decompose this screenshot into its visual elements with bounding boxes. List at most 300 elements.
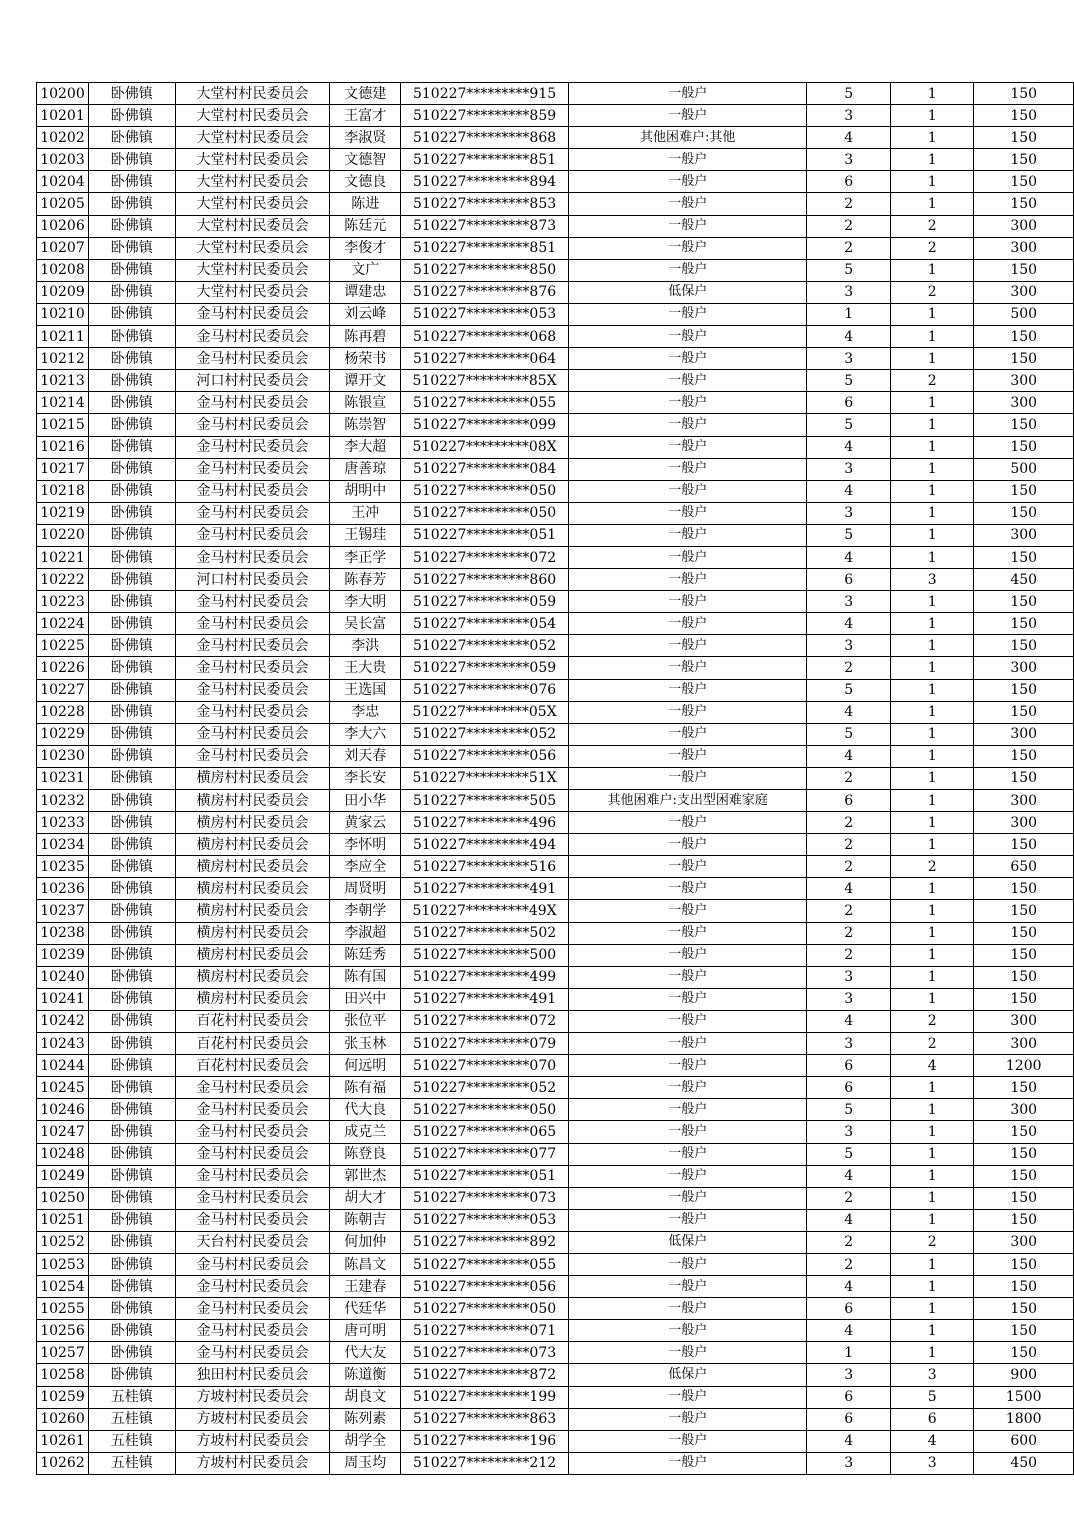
id-number-cell: 510227*********051	[401, 1165, 569, 1187]
household-size-cell: 3	[807, 1452, 890, 1474]
household-size-cell: 3	[807, 1364, 890, 1386]
household-size-cell: 4	[807, 1165, 890, 1187]
table-row	[37, 127, 1074, 149]
table-row	[37, 1276, 1074, 1298]
category-cell: 一般户	[568, 944, 806, 966]
category-cell: 一般户	[568, 259, 806, 281]
count-cell: 1	[890, 613, 973, 635]
village-cell: 大堂村村民委员会	[175, 259, 330, 281]
town-cell: 卧佛镇	[88, 149, 175, 171]
serial-cell: 10255	[37, 1298, 89, 1320]
household-size-cell: 4	[807, 1010, 890, 1032]
name-cell: 王选国	[330, 679, 401, 701]
category-cell: 一般户	[568, 856, 806, 878]
serial-cell: 10223	[37, 591, 89, 613]
household-size-cell: 3	[807, 1121, 890, 1143]
amount-cell: 150	[974, 988, 1074, 1010]
household-size-cell: 3	[807, 988, 890, 1010]
category-cell: 一般户	[568, 436, 806, 458]
id-number-cell: 510227*********068	[401, 326, 569, 348]
amount-cell: 300	[974, 237, 1074, 259]
count-cell: 1	[890, 149, 973, 171]
id-number-cell: 510227*********850	[401, 259, 569, 281]
id-number-cell: 510227*********050	[401, 502, 569, 524]
town-cell: 卧佛镇	[88, 745, 175, 767]
town-cell: 卧佛镇	[88, 127, 175, 149]
id-number-cell: 510227*********872	[401, 1364, 569, 1386]
serial-cell: 10233	[37, 812, 89, 834]
serial-cell: 10204	[37, 171, 89, 193]
table-row	[37, 745, 1074, 767]
serial-cell: 10236	[37, 878, 89, 900]
name-cell: 李俊才	[330, 237, 401, 259]
table-row	[37, 326, 1074, 348]
category-cell: 一般户	[568, 922, 806, 944]
household-size-cell: 2	[807, 834, 890, 856]
table-body	[37, 83, 1074, 1475]
village-cell: 横房村村民委员会	[175, 900, 330, 922]
town-cell: 卧佛镇	[88, 326, 175, 348]
id-number-cell: 510227*********053	[401, 303, 569, 325]
id-number-cell: 510227*********196	[401, 1430, 569, 1452]
serial-cell: 10217	[37, 458, 89, 480]
category-cell: 一般户	[568, 1452, 806, 1474]
village-cell: 金马村村民委员会	[175, 745, 330, 767]
village-cell: 大堂村村民委员会	[175, 127, 330, 149]
serial-cell: 10240	[37, 966, 89, 988]
serial-cell: 10254	[37, 1276, 89, 1298]
village-cell: 河口村村民委员会	[175, 370, 330, 392]
town-cell: 卧佛镇	[88, 1231, 175, 1253]
town-cell: 卧佛镇	[88, 657, 175, 679]
count-cell: 1	[890, 1276, 973, 1298]
category-cell: 一般户	[568, 988, 806, 1010]
count-cell: 2	[890, 237, 973, 259]
count-cell: 4	[890, 1055, 973, 1077]
count-cell: 1	[890, 502, 973, 524]
table-row	[37, 988, 1074, 1010]
count-cell: 1	[890, 259, 973, 281]
serial-cell: 10200	[37, 83, 89, 105]
id-number-cell: 510227*********851	[401, 237, 569, 259]
name-cell: 代大良	[330, 1099, 401, 1121]
count-cell: 1	[890, 745, 973, 767]
count-cell: 1	[890, 458, 973, 480]
table-row	[37, 259, 1074, 281]
town-cell: 五桂镇	[88, 1452, 175, 1474]
category-cell: 一般户	[568, 480, 806, 502]
village-cell: 金马村村民委员会	[175, 458, 330, 480]
category-cell: 一般户	[568, 1253, 806, 1275]
category-cell: 一般户	[568, 193, 806, 215]
category-cell: 一般户	[568, 1143, 806, 1165]
serial-cell: 10220	[37, 524, 89, 546]
count-cell: 1	[890, 303, 973, 325]
name-cell: 陈道衡	[330, 1364, 401, 1386]
amount-cell: 150	[974, 900, 1074, 922]
town-cell: 卧佛镇	[88, 1055, 175, 1077]
amount-cell: 150	[974, 414, 1074, 436]
name-cell: 文德建	[330, 83, 401, 105]
id-number-cell: 510227*********073	[401, 1342, 569, 1364]
category-cell: 一般户	[568, 171, 806, 193]
household-size-cell: 2	[807, 812, 890, 834]
id-number-cell: 510227*********494	[401, 834, 569, 856]
category-cell: 其他困难户:其他	[568, 127, 806, 149]
table-row	[37, 83, 1074, 105]
amount-cell: 150	[974, 635, 1074, 657]
category-cell: 一般户	[568, 1298, 806, 1320]
id-number-cell: 510227*********85X	[401, 370, 569, 392]
name-cell: 陈廷元	[330, 215, 401, 237]
name-cell: 胡学全	[330, 1430, 401, 1452]
table-row	[37, 944, 1074, 966]
town-cell: 卧佛镇	[88, 790, 175, 812]
count-cell: 1	[890, 1320, 973, 1342]
count-cell: 1	[890, 1143, 973, 1165]
name-cell: 陈昌文	[330, 1253, 401, 1275]
amount-cell: 150	[974, 1342, 1074, 1364]
count-cell: 1	[890, 679, 973, 701]
category-cell: 一般户	[568, 392, 806, 414]
category-cell: 一般户	[568, 1099, 806, 1121]
id-number-cell: 510227*********050	[401, 1099, 569, 1121]
household-table	[36, 82, 1074, 1475]
table-row	[37, 613, 1074, 635]
count-cell: 1	[890, 436, 973, 458]
id-number-cell: 510227*********212	[401, 1452, 569, 1474]
table-row	[37, 834, 1074, 856]
count-cell: 1	[890, 944, 973, 966]
village-cell: 百花村村民委员会	[175, 1010, 330, 1032]
serial-cell: 10245	[37, 1077, 89, 1099]
category-cell: 一般户	[568, 83, 806, 105]
town-cell: 卧佛镇	[88, 1276, 175, 1298]
table-row	[37, 1143, 1074, 1165]
name-cell: 李朝学	[330, 900, 401, 922]
table-row	[37, 1099, 1074, 1121]
category-cell: 其他困难户:支出型困难家庭	[568, 790, 806, 812]
amount-cell: 300	[974, 524, 1074, 546]
name-cell: 唐善琼	[330, 458, 401, 480]
count-cell: 1	[890, 414, 973, 436]
count-cell: 1	[890, 193, 973, 215]
count-cell: 1	[890, 326, 973, 348]
amount-cell: 150	[974, 1298, 1074, 1320]
name-cell: 谭建忠	[330, 281, 401, 303]
table-row	[37, 1209, 1074, 1231]
household-size-cell: 5	[807, 679, 890, 701]
table-row	[37, 812, 1074, 834]
id-number-cell: 510227*********077	[401, 1143, 569, 1165]
table-row	[37, 657, 1074, 679]
count-cell: 1	[890, 1077, 973, 1099]
table-row	[37, 1386, 1074, 1408]
town-cell: 五桂镇	[88, 1408, 175, 1430]
village-cell: 金马村村民委员会	[175, 546, 330, 568]
table-row	[37, 105, 1074, 127]
village-cell: 横房村村民委员会	[175, 767, 330, 789]
town-cell: 卧佛镇	[88, 1010, 175, 1032]
category-cell: 一般户	[568, 348, 806, 370]
serial-cell: 10237	[37, 900, 89, 922]
serial-cell: 10228	[37, 701, 89, 723]
village-cell: 金马村村民委员会	[175, 723, 330, 745]
household-size-cell: 3	[807, 502, 890, 524]
count-cell: 1	[890, 1253, 973, 1275]
amount-cell: 150	[974, 1253, 1074, 1275]
household-size-cell: 5	[807, 83, 890, 105]
amount-cell: 150	[974, 502, 1074, 524]
category-cell: 一般户	[568, 569, 806, 591]
town-cell: 卧佛镇	[88, 1143, 175, 1165]
category-cell: 一般户	[568, 1033, 806, 1055]
town-cell: 卧佛镇	[88, 1342, 175, 1364]
village-cell: 金马村村民委员会	[175, 1298, 330, 1320]
table-row	[37, 635, 1074, 657]
amount-cell: 650	[974, 856, 1074, 878]
id-number-cell: 510227*********070	[401, 1055, 569, 1077]
name-cell: 文德智	[330, 149, 401, 171]
category-cell: 一般户	[568, 1010, 806, 1032]
name-cell: 李忠	[330, 701, 401, 723]
id-number-cell: 510227*********059	[401, 591, 569, 613]
amount-cell: 150	[974, 1121, 1074, 1143]
id-number-cell: 510227*********894	[401, 171, 569, 193]
id-number-cell: 510227*********505	[401, 790, 569, 812]
village-cell: 金马村村民委员会	[175, 1143, 330, 1165]
town-cell: 卧佛镇	[88, 546, 175, 568]
count-cell: 1	[890, 480, 973, 502]
serial-cell: 10205	[37, 193, 89, 215]
table-row	[37, 524, 1074, 546]
town-cell: 卧佛镇	[88, 237, 175, 259]
town-cell: 卧佛镇	[88, 193, 175, 215]
village-cell: 金马村村民委员会	[175, 1121, 330, 1143]
household-size-cell: 4	[807, 1209, 890, 1231]
table-row	[37, 237, 1074, 259]
table-row	[37, 149, 1074, 171]
town-cell: 卧佛镇	[88, 613, 175, 635]
id-number-cell: 510227*********059	[401, 657, 569, 679]
name-cell: 成克兰	[330, 1121, 401, 1143]
table-row	[37, 1253, 1074, 1275]
town-cell: 卧佛镇	[88, 701, 175, 723]
count-cell: 1	[890, 657, 973, 679]
household-size-cell: 6	[807, 790, 890, 812]
id-number-cell: 510227*********199	[401, 1386, 569, 1408]
table-row	[37, 966, 1074, 988]
amount-cell: 150	[974, 1077, 1074, 1099]
id-number-cell: 510227*********076	[401, 679, 569, 701]
amount-cell: 300	[974, 812, 1074, 834]
id-number-cell: 510227*********860	[401, 569, 569, 591]
table-row	[37, 701, 1074, 723]
id-number-cell: 510227*********876	[401, 281, 569, 303]
serial-cell: 10239	[37, 944, 89, 966]
household-size-cell: 2	[807, 215, 890, 237]
town-cell: 卧佛镇	[88, 281, 175, 303]
serial-cell: 10202	[37, 127, 89, 149]
table-row	[37, 348, 1074, 370]
id-number-cell: 510227*********055	[401, 1253, 569, 1275]
town-cell: 卧佛镇	[88, 635, 175, 657]
town-cell: 卧佛镇	[88, 1099, 175, 1121]
table-row	[37, 922, 1074, 944]
id-number-cell: 510227*********892	[401, 1231, 569, 1253]
id-number-cell: 510227*********072	[401, 546, 569, 568]
name-cell: 陈有福	[330, 1077, 401, 1099]
village-cell: 金马村村民委员会	[175, 591, 330, 613]
table-row	[37, 502, 1074, 524]
village-cell: 横房村村民委员会	[175, 812, 330, 834]
serial-cell: 10215	[37, 414, 89, 436]
count-cell: 4	[890, 1430, 973, 1452]
amount-cell: 500	[974, 303, 1074, 325]
household-size-cell: 4	[807, 480, 890, 502]
name-cell: 吴长富	[330, 613, 401, 635]
amount-cell: 150	[974, 613, 1074, 635]
serial-cell: 10203	[37, 149, 89, 171]
amount-cell: 150	[974, 1276, 1074, 1298]
count-cell: 1	[890, 524, 973, 546]
amount-cell: 450	[974, 1452, 1074, 1474]
count-cell: 3	[890, 1452, 973, 1474]
town-cell: 卧佛镇	[88, 1253, 175, 1275]
table-row	[37, 569, 1074, 591]
category-cell: 一般户	[568, 524, 806, 546]
village-cell: 金马村村民委员会	[175, 414, 330, 436]
name-cell: 李怀明	[330, 834, 401, 856]
amount-cell: 150	[974, 922, 1074, 944]
village-cell: 金马村村民委员会	[175, 1342, 330, 1364]
amount-cell: 150	[974, 701, 1074, 723]
serial-cell: 10222	[37, 569, 89, 591]
name-cell: 陈有国	[330, 966, 401, 988]
table-row	[37, 370, 1074, 392]
name-cell: 唐可明	[330, 1320, 401, 1342]
name-cell: 陈列素	[330, 1408, 401, 1430]
table-row	[37, 480, 1074, 502]
amount-cell: 150	[974, 1187, 1074, 1209]
town-cell: 卧佛镇	[88, 436, 175, 458]
village-cell: 金马村村民委员会	[175, 1187, 330, 1209]
village-cell: 金马村村民委员会	[175, 326, 330, 348]
serial-cell: 10252	[37, 1231, 89, 1253]
household-size-cell: 6	[807, 171, 890, 193]
category-cell: 一般户	[568, 326, 806, 348]
amount-cell: 150	[974, 834, 1074, 856]
household-size-cell: 6	[807, 1077, 890, 1099]
household-size-cell: 6	[807, 1408, 890, 1430]
village-cell: 独田村村民委员会	[175, 1364, 330, 1386]
table-row	[37, 1298, 1074, 1320]
serial-cell: 10226	[37, 657, 89, 679]
amount-cell: 150	[974, 1165, 1074, 1187]
amount-cell: 300	[974, 723, 1074, 745]
amount-cell: 300	[974, 1033, 1074, 1055]
count-cell: 1	[890, 127, 973, 149]
village-cell: 横房村村民委员会	[175, 944, 330, 966]
id-number-cell: 510227*********851	[401, 149, 569, 171]
amount-cell: 300	[974, 657, 1074, 679]
serial-cell: 10260	[37, 1408, 89, 1430]
town-cell: 卧佛镇	[88, 812, 175, 834]
name-cell: 王建春	[330, 1276, 401, 1298]
household-size-cell: 3	[807, 281, 890, 303]
town-cell: 卧佛镇	[88, 105, 175, 127]
table-row	[37, 193, 1074, 215]
category-cell: 一般户	[568, 812, 806, 834]
village-cell: 金马村村民委员会	[175, 1165, 330, 1187]
name-cell: 李淑贤	[330, 127, 401, 149]
count-cell: 1	[890, 546, 973, 568]
village-cell: 金马村村民委员会	[175, 701, 330, 723]
village-cell: 大堂村村民委员会	[175, 215, 330, 237]
village-cell: 大堂村村民委员会	[175, 237, 330, 259]
amount-cell: 300	[974, 1010, 1074, 1032]
name-cell: 杨荣书	[330, 348, 401, 370]
name-cell: 文广	[330, 259, 401, 281]
table-row	[37, 1342, 1074, 1364]
town-cell: 卧佛镇	[88, 988, 175, 1010]
serial-cell: 10201	[37, 105, 89, 127]
household-size-cell: 4	[807, 1276, 890, 1298]
amount-cell: 150	[974, 878, 1074, 900]
amount-cell: 300	[974, 370, 1074, 392]
name-cell: 何加仲	[330, 1231, 401, 1253]
serial-cell: 10261	[37, 1430, 89, 1452]
name-cell: 胡大才	[330, 1187, 401, 1209]
name-cell: 田兴中	[330, 988, 401, 1010]
count-cell: 1	[890, 767, 973, 789]
table-row	[37, 1033, 1074, 1055]
town-cell: 卧佛镇	[88, 392, 175, 414]
count-cell: 2	[890, 856, 973, 878]
name-cell: 陈进	[330, 193, 401, 215]
name-cell: 代大友	[330, 1342, 401, 1364]
table-row	[37, 679, 1074, 701]
category-cell: 一般户	[568, 966, 806, 988]
village-cell: 金马村村民委员会	[175, 524, 330, 546]
table-row	[37, 546, 1074, 568]
table-row	[37, 1320, 1074, 1342]
serial-cell: 10213	[37, 370, 89, 392]
category-cell: 一般户	[568, 1187, 806, 1209]
household-size-cell: 2	[807, 900, 890, 922]
count-cell: 2	[890, 1033, 973, 1055]
table-row	[37, 392, 1074, 414]
household-size-cell: 4	[807, 1320, 890, 1342]
category-cell: 一般户	[568, 370, 806, 392]
count-cell: 5	[890, 1386, 973, 1408]
household-size-cell: 3	[807, 105, 890, 127]
amount-cell: 150	[974, 193, 1074, 215]
id-number-cell: 510227*********873	[401, 215, 569, 237]
serial-cell: 10230	[37, 745, 89, 767]
count-cell: 2	[890, 370, 973, 392]
category-cell: 一般户	[568, 767, 806, 789]
count-cell: 1	[890, 900, 973, 922]
name-cell: 李长安	[330, 767, 401, 789]
count-cell: 1	[890, 723, 973, 745]
amount-cell: 150	[974, 105, 1074, 127]
serial-cell: 10219	[37, 502, 89, 524]
serial-cell: 10232	[37, 790, 89, 812]
town-cell: 卧佛镇	[88, 348, 175, 370]
category-cell: 一般户	[568, 1342, 806, 1364]
category-cell: 一般户	[568, 657, 806, 679]
